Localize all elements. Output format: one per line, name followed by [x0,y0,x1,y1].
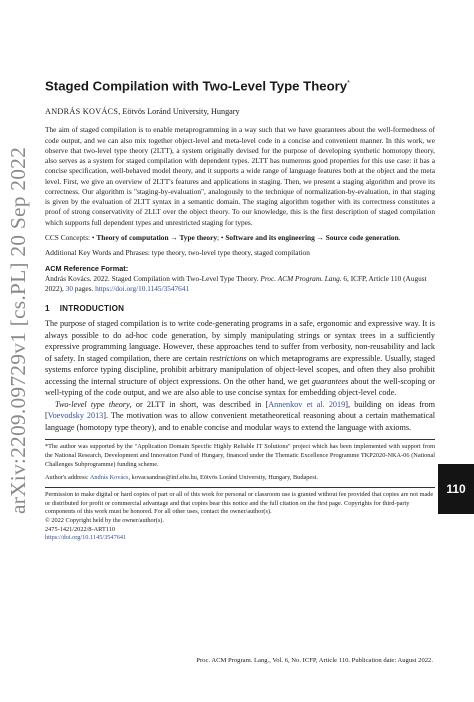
ccs-concepts [45,233,435,243]
doi-link[interactable]: https://doi.org/10.1145/3547641 [45,534,127,542]
intro-p2-text-a: , or 2LTT in short, was described in [ [129,399,269,409]
intro-p2-text-b: ], building on ideas from [ [45,399,435,421]
article-number: 110 [446,482,466,496]
issn-line: 2475-1421/2022/8-ART110 [45,525,116,533]
arxiv-stamp [2,120,36,540]
section-heading [45,303,435,314]
paper-title [45,76,435,94]
footnote-rule [45,439,435,440]
acm-ref-journal: Proc. ACM Program. Lang. [260,274,342,284]
author-address [45,474,435,483]
address-rest: , kovacsandras@inf.elte.hu, Eötvös Loránd University, Hungary, Budapest. [128,473,318,481]
ccs-item-1: Theory of computation → Type theory [96,232,218,242]
arxiv-id: arXiv:2209.09729v1 [cs.PL] 20 Sep 2022 [6,146,31,514]
paper-page [45,76,435,543]
intro-p2-text-c: ]. The motivation was to allow convenient metatheoretical reasoning about a certain mathematical language (homotopy type theory), and to enable concise and modular ways to extend the language with axioms. [45,411,435,432]
permission-rule [45,487,435,488]
ccs-label: CCS Concepts: • [45,232,95,242]
author-name: ANDRÁS KOVÁCS [45,107,119,117]
intro-p1-emphasis-restrictions: restrictions [209,353,247,363]
permission-notice: Permission to make digital or hard copies of part or all of this work for personal or classroom use is granted without fee provided that copies are not made or distributed for profit or commercial advantage and that copies bear this notice and the full citation on the first page. Copyrights for third-party components of this work must be honored. For all other uses, contact the owner/author(s). [45,491,434,516]
ccs-item-2: Software and its engineering → Source code generation [225,232,399,242]
intro-p1-text-b: on which metaprograms are expressible. Usually, staged systems enforce typing discipline, prohibit arbitrary manipulation of object-level scopes, and often they also prohibit accessing the internal structure of object expressions. On the other hand, we get [45,353,435,386]
ccs-end: . [398,232,401,242]
acm-reference [45,274,435,294]
footnote: *The author was supported by the "Application Domain Specific Highly Reliable IT Solutions" project which has been implemented with support from the National Research, Development and Innovation Fund of Hungary, financed under the Thematic Excellence Programme TKP2020-NKA-06 (National Challenges Subprogramme) funding scheme. [45,443,435,468]
intro-paragraph-1 [45,318,435,399]
citation-annenkov-link[interactable]: Annenkov et al. 2019 [268,399,346,409]
author-affiliation: , Eötvös Loránd University, Hungary [118,107,240,117]
address-prefix: Author's address: [45,473,90,481]
article-number-tab [438,464,474,514]
intro-paragraph-2 [45,399,435,434]
address-author-link[interactable]: András Kovács [89,473,129,481]
abstract: The aim of staged compilation is to enable metaprogramming in a way such that we have guarantees about the well-formedness of code output, and we can also mix together object-level and meta-level code in a concise and convenient manner. In this work, we observe that two-level type theory (2LTT), a system originally devised for the purpose of developing synthetic homotopy theory, also serves as a system for staged compilation with dependent types. 2LTT has numerous good properties for this use case: it has a concise specification, well-behaved model theory, and it supports a wide range of language features both at the object and the meta level. First, we give an overview of 2LTT's features and applications in staging. Then, we present a staging algorithm and prove its correctness. Our algorithm is "staging-by-evaluation", analogously to the technique of normalization-by-evaluation, in that staging is given by the evaluation of 2LTT syntax in a semantic domain. The staging algorithm together with its correctness constitutes a proof of strong conservativity of 2LLT over the object theory. To our knowledge, this is the first description of staged compilation which supports full dependent types and unrestricted staging for types. [45,125,435,227]
keywords: Additional Key Words and Phrases: type theory, two-level type theory, staged compilation [45,248,310,258]
copyright-line: © 2022 Copyright held by the owner/author(s). [45,516,164,524]
acm-ref-text-3: pages. [72,284,96,294]
intro-p2-emphasis: Two-level type theory [55,399,130,409]
section-number: 1 [45,304,50,314]
intro-p1-text-a: The purpose of staged compilation is to write code-generating programs in a safe, ergonomic and expressive way. It is always possible to do ad-hoc code generation, by simply manipulating strings or syntax trees in a sufficiently expressive programming language. However, these approaches tend to suffer from verbosity, non-reusability and lack of safety. In staged compilation, there are certain [45,319,435,363]
acm-ref-text-2: 6, ICFP, Article 110 (August 2022), [45,274,427,294]
acm-ref-doi-link[interactable]: https://doi.org/10.1145/3547641 [95,284,190,294]
acm-ref-pages-link[interactable]: 30 [65,284,73,294]
author-line [45,106,435,117]
title-text: Staged Compilation with Two-Level Type Theory [45,78,348,94]
acm-ref-text-1: András Kovács. 2022. Staged Compilation with Two-Level Type Theory. [45,274,261,284]
title-footnote-mark: * [347,80,350,87]
section-title: INTRODUCTION [59,304,125,314]
citation-voevodsky-link[interactable]: Voevodsky 2013 [47,411,104,421]
page-footer: Proc. ACM Program. Lang., Vol. 6, No. ICFP, Article 110. Publication date: August 2022. [196,657,433,664]
acm-reference-heading: ACM Reference Format: [45,264,129,274]
intro-p1-emphasis-guarantees: guarantees [311,376,349,386]
intro-p1-text-c: about the well-scoping or well-typing of the code output, and we are also able to use concise syntax for embedding object-level code. [45,376,435,398]
ccs-separator: ; • [217,232,224,242]
